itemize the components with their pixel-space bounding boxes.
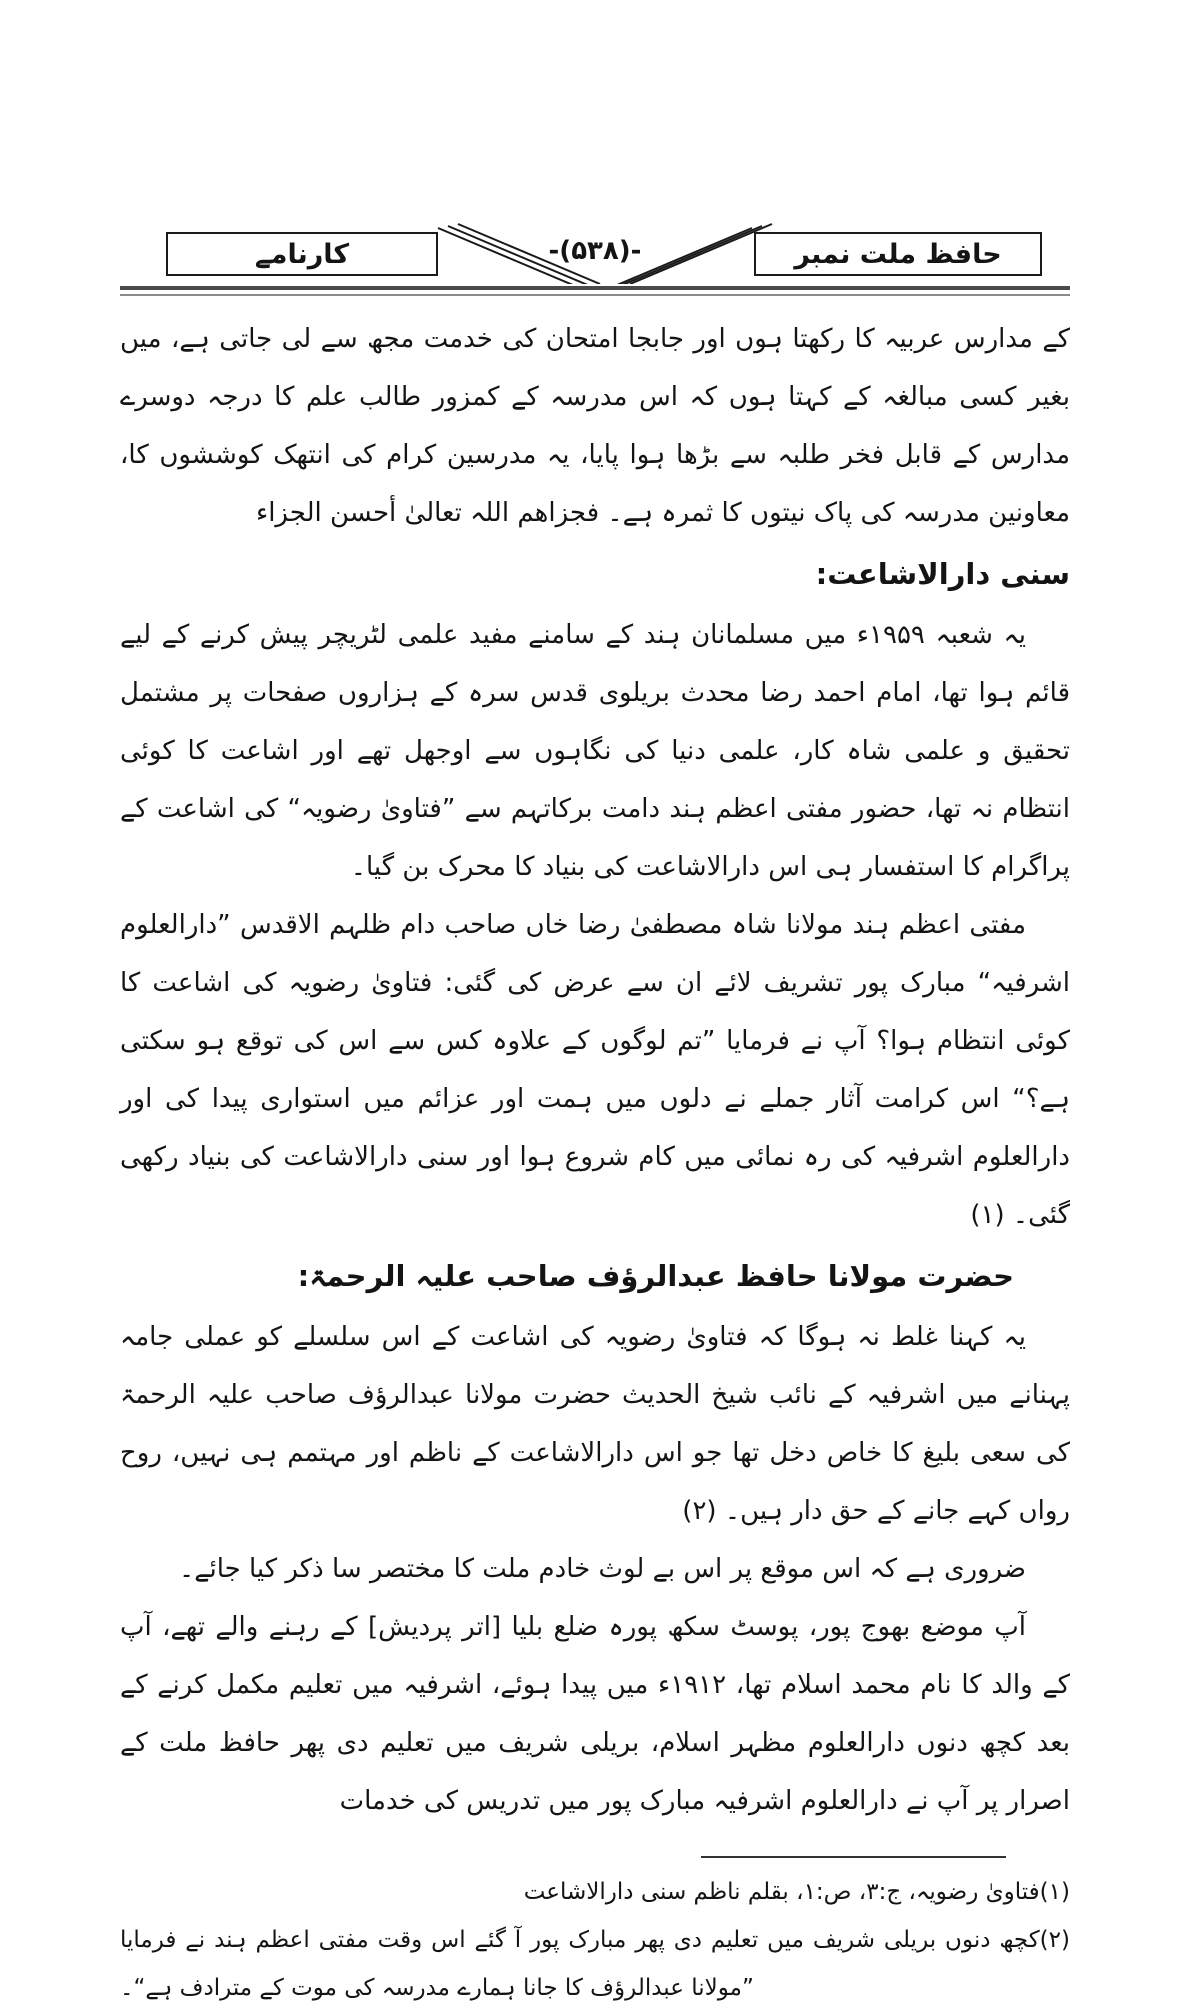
footnote-separator — [701, 1856, 1006, 1858]
footnote-1: (۱)فتاویٰ رضویہ، ج:۳، ص:۱، بقلم ناظم سنی دارالاشاعت — [523, 1879, 1070, 1905]
footnotes — [120, 1868, 1070, 2012]
header-rule — [120, 286, 1070, 296]
paragraph-mufti-azam-visit: مفتی اعظم ہند مولانا شاہ مصطفیٰ رضا خاں صاحب دام ظلہم الاقدس ”دارالعلوم اشرفیہ“ مبارک پور تشریف لائے ان سے عرض کی گئی: فتاویٰ رضویہ کی اشاعت کا کوئی انتظام ہوا؟ آپ نے فرمایا ”تم لوگوں کے علاوہ کس سے اس کی توقع ہو سکتی ہے؟“ اس کرامت آثار جملے نے دلوں میں ہمت اور عزائم میں استواری پیدا کی اور دارالعلوم اشرفیہ کی رہ نمائی میں کام شروع ہوا اور سنی دارالاشاعت کی بنیاد رکھی گئی۔ (۱) — [120, 910, 1070, 1230]
page-header — [120, 222, 1070, 284]
page-body — [120, 310, 1070, 1830]
paragraph-darul-ishaat-founding: یہ شعبہ ۱۹۵۹ء میں مسلمانان ہند کے سامنے مفید علمی لٹریچر پیش کرنے کے لیے قائم ہوا تھا، امام احمد رضا محدث بریلوی قدس سرہ کے ہزاروں صفحات پر مشتمل تحقیق و علمی شاہ کار، علمی دنیا کی نگاہوں سے اوجھل تھے اور اشاعت کا کوئی انتظام نہ تھا، حضور مفتی اعظم ہند دامت برکاتہم سے ”فتاویٰ رضویہ“ کی اشاعت کے پراگرام کا استفسار ہی اس دارالاشاعت کی بنیاد کا محرک بن گیا۔ — [120, 620, 1070, 882]
header-section-box — [166, 232, 438, 276]
page-number: -(۵۳۸)- — [548, 236, 642, 266]
header-title: حافظ ملت نمبر — [794, 238, 1002, 270]
paragraph-abdul-rauf-role: یہ کہنا غلط نہ ہوگا کہ فتاویٰ رضویہ کی اشاعت کے اس سلسلے کو عملی جامہ پہنانے میں اشرفیہ کے نائب شیخ الحدیث حضرت مولانا عبدالرؤف صاحب علیہ الرحمۃ کی سعی بلیغ کا خاص دخل تھا جو اس دارالاشاعت کے ناظم اور مہتمم ہی نہیں، روح رواں کہے جانے کے حق دار ہیں۔ (۲) — [120, 1322, 1070, 1526]
book-page — [120, 0, 1070, 2012]
paragraph-brief-mention: ضروری ہے کہ اس موقع پر اس بے لوث خادم ملت کا مختصر سا ذکر کیا جائے۔ — [179, 1554, 1026, 1584]
section-heading-hafiz-abdul-rauf: حضرت مولانا حافظ عبدالرؤف صاحب علیہ الرحمۃ: — [297, 1259, 1014, 1293]
section-heading-sunni-darul-ishaat: سنی دارالاشاعت: — [815, 557, 1070, 591]
header-section-label: کارنامے — [254, 238, 350, 270]
paragraph-continuation: کے مدارس عربیہ کا رکھتا ہوں اور جابجا امتحان کی خدمت مجھ سے لی جاتی ہے، میں بغیر کسی مبالغہ کے کہتا ہوں کہ اس مدرسہ کے کمزور طالب علم کا درجہ دوسرے مدارس کے قابل فخر طلبہ سے بڑھا ہوا پایا، یہ مدرسین کرام کی انتھک کوششوں کا، معاونین مدرسہ کی پاک نیتوں کا ثمرہ ہے۔ فجزاھم اللہ تعالیٰ أحسن الجزاء — [120, 324, 1070, 528]
footnote-2: (۲)کچھ دنوں بریلی شریف میں تعلیم دی پھر مبارک پور آ گئے اس وقت مفتی اعظم ہند نے فرمایا ”مولانا عبدالرؤف کا جانا ہمارے مدرسہ کی موت کے مترادف ہے“۔ — [120, 1927, 1070, 2001]
paragraph-biography: آپ موضع بھوج پور، پوسٹ سکھ پورہ ضلع بلیا [اتر پردیش] کے رہنے والے تھے، آپ کے والد کا نام محمد اسلام تھا، ۱۹۱۲ء میں پیدا ہوئے، اشرفیہ میں تعلیم مکمل کرنے کے بعد کچھ دنوں دارالعلوم مظہر اسلام، بریلی شریف میں تعلیم دی پھر حافظ ملت کے اصرار پر آپ نے دارالعلوم اشرفیہ مبارک پور میں تدریس کی خدمات — [120, 1612, 1070, 1816]
